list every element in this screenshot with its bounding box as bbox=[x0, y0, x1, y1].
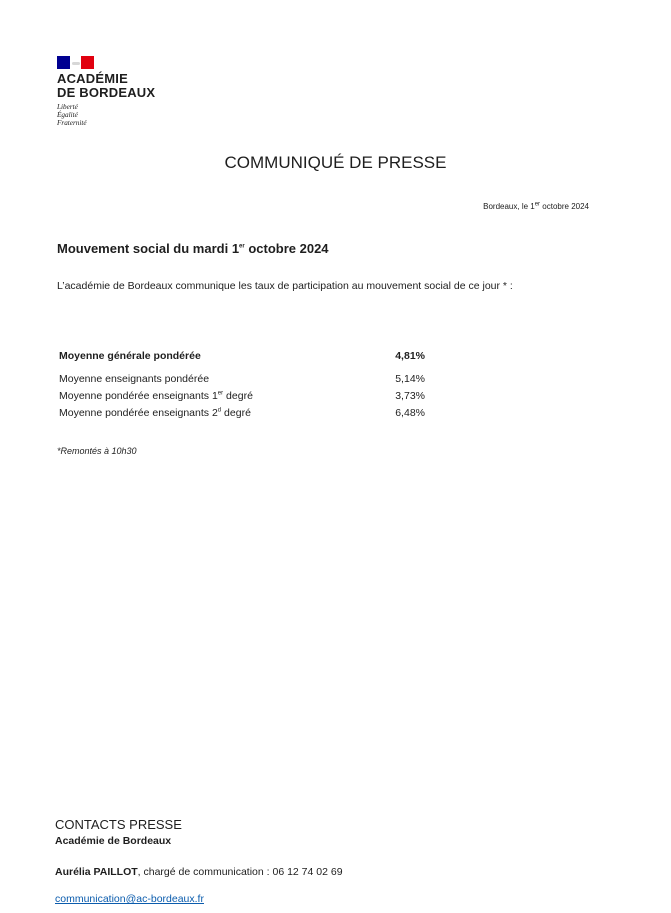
rate-label: Moyenne enseignants pondérée bbox=[59, 373, 210, 385]
marianne-flag-icon bbox=[57, 56, 94, 69]
table-row bbox=[59, 348, 425, 365]
contact-email-link[interactable]: communication@ac-bordeaux.fr bbox=[55, 893, 204, 905]
intro-paragraph: L’académie de Bordeaux communique les taux de participation au mouvement social de ce jour * : bbox=[57, 280, 513, 292]
contact-name: Aurélia PAILLOT bbox=[55, 866, 138, 878]
document-title: COMMUNIQUÉ DE PRESSE bbox=[224, 153, 447, 172]
contact-person bbox=[55, 866, 343, 878]
contacts-organisation: Académie de Bordeaux bbox=[55, 835, 172, 847]
motto-fraternite: Fraternité bbox=[57, 119, 87, 127]
rate-label: Moyenne pondérée enseignants 1er degré bbox=[59, 390, 253, 402]
republic-motto bbox=[57, 103, 155, 127]
table-row bbox=[59, 405, 425, 422]
motto-egalite: Égalité bbox=[57, 111, 78, 119]
logo-name bbox=[57, 72, 155, 100]
logo-line-1: ACADÉMIE bbox=[57, 71, 128, 86]
footnote: *Remontés à 10h30 bbox=[57, 446, 137, 456]
logo-line-2: DE BORDEAUX bbox=[57, 85, 156, 100]
rate-value: 3,73% bbox=[395, 390, 425, 402]
academie-logo bbox=[57, 56, 155, 127]
rate-label: Moyenne générale pondérée bbox=[59, 350, 201, 362]
rate-value: 4,81% bbox=[395, 350, 425, 362]
date-line: Bordeaux, le 1er octobre 2024 bbox=[483, 201, 589, 211]
rate-label: Moyenne pondérée enseignants 2$^d$ degré bbox=[59, 407, 251, 419]
contacts-title: CONTACTS PRESSE bbox=[55, 817, 182, 832]
table-row bbox=[59, 388, 425, 405]
contact-role-phone: , chargé de communication : 06 12 74 02 69 bbox=[137, 866, 343, 878]
table-row bbox=[59, 371, 425, 388]
rate-value: 5,14% bbox=[395, 373, 425, 385]
motto-liberte: Liberté bbox=[57, 103, 78, 111]
rate-value: 6,48% bbox=[395, 407, 425, 419]
section-heading: Mouvement social du mardi 1er octobre 2024 bbox=[57, 241, 329, 256]
participation-rates-table bbox=[59, 348, 425, 422]
